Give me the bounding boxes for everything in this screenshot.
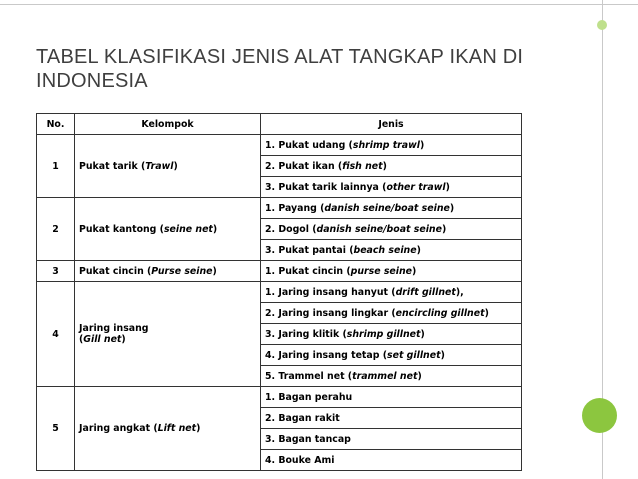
header-no: No. xyxy=(37,114,75,135)
group-kelompok: Jaring angkat (Lift net) xyxy=(75,387,261,471)
jenis-item: 2. Bagan rakit xyxy=(261,408,522,429)
group-kelompok: Pukat tarik (Trawl) xyxy=(75,135,261,198)
table-row xyxy=(37,261,522,282)
kelompok-line: Jaring insang xyxy=(79,323,149,334)
jenis-item: 3. Pukat tarik lainnya (other trawl) xyxy=(261,177,522,198)
group-kelompok: Pukat kantong (seine net) xyxy=(75,198,261,261)
table-row xyxy=(37,135,522,156)
group-no: 3 xyxy=(37,261,75,282)
large-green-dot-icon xyxy=(582,398,617,433)
jenis-item: 2. Dogol (danish seine/boat seine) xyxy=(261,219,522,240)
jenis-item: 1. Payang (danish seine/boat seine) xyxy=(261,198,522,219)
table-header-row xyxy=(37,114,522,135)
kelompok-line: (Gill net) xyxy=(79,334,126,345)
slide-title: TABEL KLASIFIKASI JENIS ALAT TANGKAP IKAN DI INDONESIA xyxy=(36,46,524,92)
jenis-item: 2. Jaring insang lingkar (encircling gillnet) xyxy=(261,303,522,324)
jenis-item: 3. Jaring klitik (shrimp gillnet) xyxy=(261,324,522,345)
jenis-item: 1. Jaring insang hanyut (drift gillnet), xyxy=(261,282,522,303)
table-row xyxy=(37,282,522,303)
table-row xyxy=(37,387,522,408)
top-rule xyxy=(0,4,638,5)
jenis-item: 1. Pukat udang (shrimp trawl) xyxy=(261,135,522,156)
classification-table xyxy=(36,113,522,471)
jenis-item: 5. Trammel net (trammel net) xyxy=(261,366,522,387)
group-kelompok xyxy=(75,282,261,387)
group-kelompok: Pukat cincin (Purse seine) xyxy=(75,261,261,282)
jenis-item: 1. Bagan perahu xyxy=(261,387,522,408)
small-green-dot-icon xyxy=(597,20,607,30)
jenis-item: 2. Pukat ikan (fish net) xyxy=(261,156,522,177)
jenis-item: 4. Bouke Ami xyxy=(261,450,522,471)
jenis-item: 3. Bagan tancap xyxy=(261,429,522,450)
header-kelompok: Kelompok xyxy=(75,114,261,135)
group-no: 5 xyxy=(37,387,75,471)
jenis-item: 1. Pukat cincin (purse seine) xyxy=(261,261,522,282)
jenis-item: 3. Pukat pantai (beach seine) xyxy=(261,240,522,261)
group-no: 2 xyxy=(37,198,75,261)
table-row xyxy=(37,198,522,219)
group-no: 1 xyxy=(37,135,75,198)
jenis-item: 4. Jaring insang tetap (set gillnet) xyxy=(261,345,522,366)
group-no: 4 xyxy=(37,282,75,387)
header-jenis: Jenis xyxy=(261,114,522,135)
